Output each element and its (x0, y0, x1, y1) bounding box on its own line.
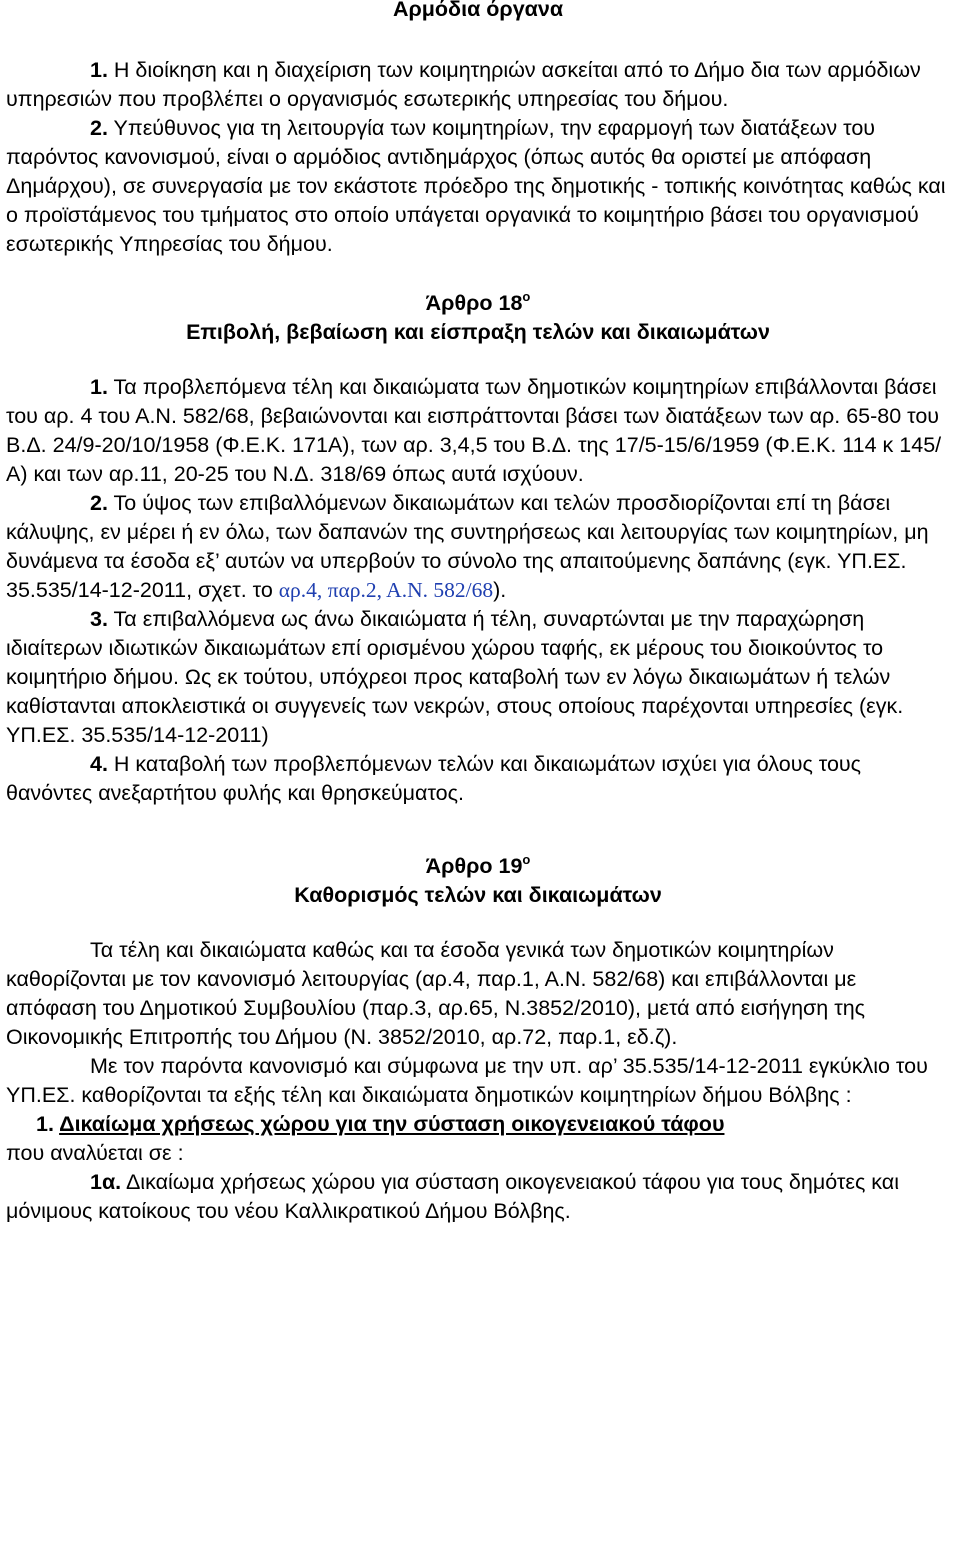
spacer (6, 347, 950, 373)
paragraph-number: 1. (90, 375, 108, 399)
fee-item-1a (6, 1168, 950, 1226)
paragraph-a18-4 (6, 750, 950, 808)
fee-item-1 (6, 1110, 950, 1139)
fee-subitem-text: Δικαίωμα χρήσεως χώρου για σύσταση οικογενειακού τάφου για τους δημότες και μόνιμους κατοίκους του νέου Καλλικρατικού Δήμου Βόλβης. (6, 1170, 899, 1223)
paragraph-a19-2: Με τον παρόντα κανονισμό και σύμφωνα με την υπ. αρ’ 35.535/14-12-2011 εγκύκλιο του ΥΠ.ΕΣ. καθορίζονται τα εξής τέλη και δικαιώματα δημοτικών κοιμητηρίων δήμου Βόλβης : (6, 1054, 928, 1107)
spacer (6, 910, 950, 936)
paragraph-a18-2: 2. Το ύψος των επιβαλλόμενων δικαιωμάτων και τελών προσδιορίζονται επί τη βάσει κάλυψης, εν μέρει ή εν όλω, των δαπανών της συντηρήσεως και λειτουργίας των κοιμητηρίων, μη δυνάμενα τα έσοδα εξ’ αυτών να υπερβούν το σύνολο της απαιτούμενης δαπάνης (εγκ. ΥΠ.ΕΣ. 35.535/14-12-2011, σχετ. το αρ.4, παρ.2, Α.Ν. 582/68). (6, 491, 929, 602)
paragraph-text: Το ύψος των επιβαλλόμενων δικαιωμάτων και τελών προσδιορίζονται επί τη βάσει κάλυψης, εν μέρει ή εν όλω, των δαπανών της συντηρήσεως και λειτουργίας των κοιμητηρίων, μη δυνάμενα τα έσοδα εξ’ αυτών να υπερβούν το σύνολο της απαιτούμενης δαπάνης (εγκ. ΥΠ.ΕΣ. 35.535/14-12-2011, σχετ. το (6, 491, 929, 602)
fee-item-title: Δικαίωμα χρήσεως χώρου για την σύσταση οικογενειακού τάφου (59, 1112, 725, 1136)
article-18-title: Άρθρο $18^o$ (425, 289, 531, 315)
paragraph-text: Η διοίκηση και η διαχείριση των κοιμητηριών ασκείται από το Δήμο δια των αρμόδιων υπηρεσιών που προβλέπει ο οργανισμός εσωτερικής υπηρεσίας του δήμου. (6, 58, 921, 111)
section-heading: Αρμόδια όργανα (392, 0, 564, 21)
article-19-subtitle: Καθορισμός τελών και δικαιωμάτων (294, 883, 662, 907)
paragraph-text: Η καταβολή των προβλεπόμενων τελών και δικαιωμάτων ισχύει για όλους τους θανόντες ανεξαρτήτου φυλής και θρησκεύματος. (6, 752, 862, 805)
paragraph-organs-1 (6, 56, 950, 114)
paragraph-number: 1. (90, 58, 108, 82)
paragraph-a19-1: Τα τέλη και δικαιώματα καθώς και τα έσοδα γενικά των δημοτικών κοιμητηρίων καθορίζονται με τον κανονισμό λειτουργίας (αρ.4, παρ.1, Α.Ν. 582/68) και επιβάλλονται με απόφαση του Δημοτικού Συμβουλίου (παρ.3, αρ.65, Ν.3852/2010), μετά από εισήγηση της Οικονομικής Επιτροπής του Δήμου (Ν. 3852/2010, αρ.72, παρ.1, εδ.ζ). (6, 938, 866, 1049)
paragraph-a18-3 (6, 605, 950, 750)
paragraph-text: Τα επιβαλλόμενα ως άνω δικαιώματα ή τέλη, συναρτώνται με την παραχώρηση ιδιαίτερων ιδιωτικών δικαιωμάτων επί ορισμένου χώρου ταφής, εκ μέρους του διοικούντος το κοιμητήριο δήμου. Ως εκ τούτου, υπόχρεοι προς καταβολή των εν λόγω δικαιωμάτων ή τελών καθίστανται αποκλειστικά οι συγγενείς των νεκρών, στους οποίους παρέχονται υπηρεσίες (εγκ. ΥΠ.ΕΣ. 35.535/14-12-2011) (6, 607, 904, 747)
spacer (6, 259, 950, 289)
spacer (6, 24, 950, 56)
paragraph-text: Τα προβλεπόμενα τέλη και δικαιώματα των δημοτικών κοιμητηρίων επιβάλλονται βάσει του αρ. 4 του Α.Ν. 582/68, βεβαιώνονται και εισπράττονται βάσει των διατάξεων των αρ. 65-80 του Β.Δ. 24/9-20/10/1958 (Φ.Ε.Κ. 171Α), των αρ. 3,4,5 του Β.Δ. της 17/5-15/6/1959 (Φ.Ε.Κ. 114 κ 145/Α) και των αρ.11, 20-25 του Ν.Δ. 318/69 όπως αυτά ισχύουν. (6, 375, 942, 486)
paragraph-number: 4. (90, 752, 108, 776)
spacer (6, 808, 950, 852)
paragraph-number: 2. (90, 116, 108, 140)
fee-item-number: 1. (36, 1112, 60, 1136)
article-19-title: Άρθρο $19^o$ (425, 852, 531, 878)
document-page (6, 0, 950, 1226)
law-reference-link[interactable]: αρ.4, παρ.2, Α.Ν. 582/68 (278, 578, 494, 602)
fee-subitem-number: 1α. (90, 1170, 122, 1194)
article-18-subtitle: Επιβολή, βεβαίωση και είσπραξη τελών και δικαιωμάτων (186, 320, 770, 344)
paragraph-a18-1 (6, 373, 950, 489)
paragraph-number: 3. (90, 607, 108, 631)
paragraph-organs-2 (6, 114, 950, 259)
paragraph-number: 2. (90, 491, 108, 515)
paragraph-text: Υπεύθυνος για τη λειτουργία των κοιμητηρίων, την εφαρμογή των διατάξεων του παρόντος κανονισμού, είναι ο αρμόδιος αντιδημάρχος (όπως αυτός θα οριστεί με απόφαση Δημάρχου), σε συνεργασία με τον εκάστοτε πρόεδρο της δημοτικής - τοπικής κοινότητας καθώς και ο προϊστάμενος του τμήματος στο οποίο υπάγεται οργανικά το κοιμητήριο βάσει του οργανισμού εσωτερικής Υπηρεσίας του δήμου. (6, 116, 946, 256)
fee-item-1-desc: που αναλύεται σε : (6, 1141, 184, 1165)
